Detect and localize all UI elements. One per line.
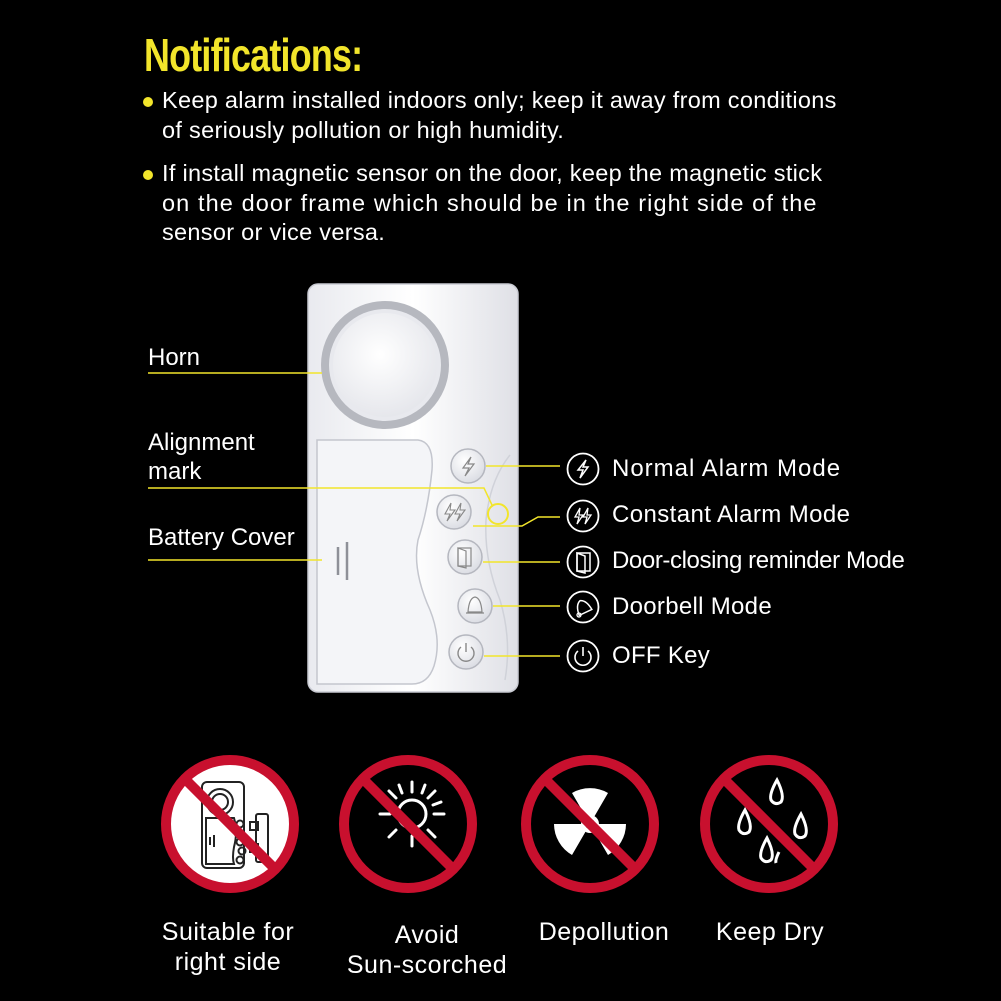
notification-line: If install magnetic sensor on the door, keep the magnetic stick <box>162 160 823 186</box>
mode-label-normal-alarm: Normal Alarm Mode <box>612 455 842 482</box>
mode-label-door-reminder: Door-closing reminder Mode <box>612 547 905 574</box>
warning-label-line: Avoid <box>394 921 460 949</box>
radiation-icon <box>518 752 662 896</box>
alarm-device-icon <box>158 752 302 896</box>
bell-icon <box>566 590 600 624</box>
power-icon <box>566 639 600 673</box>
mode-label-constant-alarm: Constant Alarm Mode <box>612 501 851 528</box>
notification-line: Keep alarm installed indoors only; keep it away from conditions <box>162 87 837 113</box>
off-key-button[interactable] <box>449 635 483 669</box>
doorbell-button[interactable] <box>458 589 492 623</box>
horn-icon <box>333 313 437 417</box>
water-drops-icon <box>697 752 841 896</box>
notification-line: on the door frame which should be in the right side of the <box>162 189 818 216</box>
lightning-icon <box>566 452 600 486</box>
notification-line: of seriously pollution or high humidity. <box>162 116 565 143</box>
alignment-label-line1: Alignment <box>148 429 255 456</box>
warning-label-line: right side <box>174 948 282 976</box>
mode-label-off-key: OFF Key <box>612 642 711 669</box>
horn-label: Horn <box>148 344 201 371</box>
warning-label-line: Depollution <box>538 918 670 946</box>
warning-label-line: Suitable for <box>161 918 295 946</box>
page-title: Notifications: <box>144 29 363 81</box>
battery-cover-label: Battery Cover <box>148 524 295 551</box>
warning-label-sun <box>327 920 527 980</box>
double-lightning-icon <box>566 499 600 533</box>
warning-label-right-side <box>128 917 328 977</box>
warning-label-keep-dry <box>670 917 870 947</box>
normal-alarm-button[interactable] <box>451 449 485 483</box>
door-icon <box>566 545 600 579</box>
alignment-label-line2: mark <box>148 458 202 485</box>
notification-line: sensor or vice versa. <box>162 219 386 245</box>
constant-alarm-button[interactable] <box>437 495 471 529</box>
warning-label-line: Sun-scorched <box>346 951 508 979</box>
sun-icon <box>336 752 480 896</box>
warning-label-line: Keep Dry <box>715 918 825 946</box>
door-reminder-button[interactable] <box>448 540 482 574</box>
mode-label-doorbell: Doorbell Mode <box>612 593 772 620</box>
